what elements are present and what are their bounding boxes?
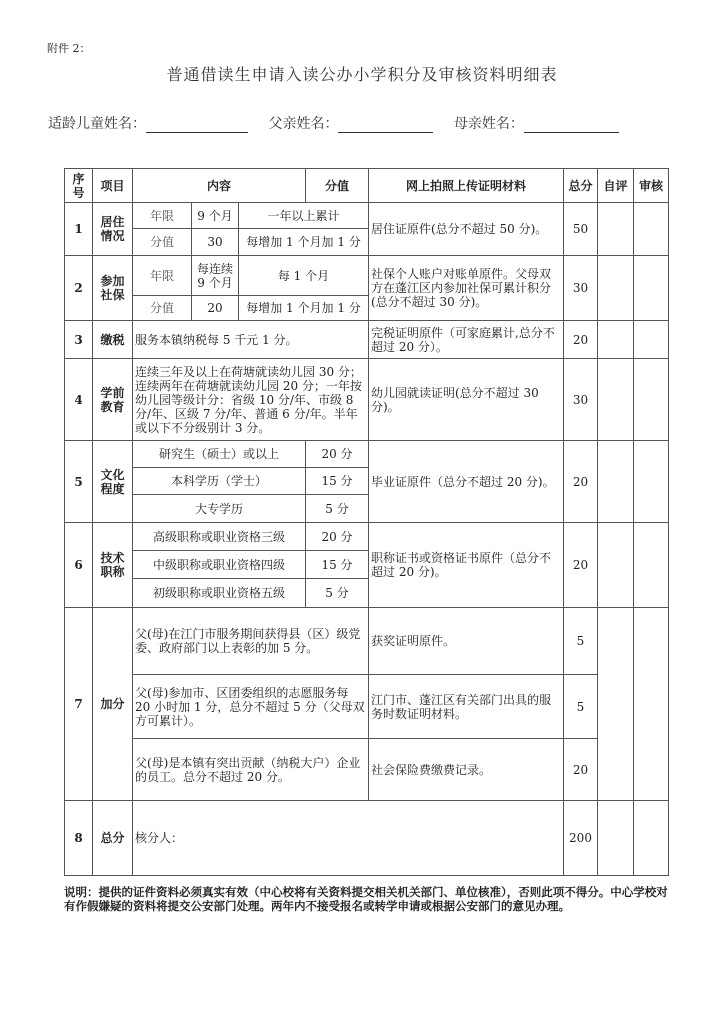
footnote: 说明：提供的证件资料必须真实有效（中心校将有关资料提交相关机关部门、单位核准），否则此项不得分。中心学校对有作假嫌疑的资料将提交公安部门处理。两年内不接受报名或转学申请或根据公安部门的意见办理。 bbox=[64, 885, 668, 913]
header-item: 项目 bbox=[93, 169, 133, 203]
self-eval-cell[interactable] bbox=[598, 523, 634, 608]
row-item: 总分 bbox=[93, 801, 133, 876]
father-name-label: 父亲姓名： bbox=[268, 116, 339, 132]
level-score: 15 分 bbox=[306, 551, 369, 579]
bonus-proof: 江门市、蓬江区有关部门出具的服务时数证明材料。 bbox=[369, 675, 564, 739]
sub-desc: 一年以上累计 bbox=[239, 203, 369, 229]
self-eval-cell[interactable] bbox=[598, 321, 634, 359]
row-no: 4 bbox=[65, 359, 93, 441]
table-subrow bbox=[65, 739, 669, 801]
row-item: 加分 bbox=[93, 608, 133, 801]
page-title: 普通借读生申请入读公办小学积分及审核资料明细表 bbox=[166, 65, 558, 84]
name-fields bbox=[48, 113, 633, 133]
self-eval-cell[interactable] bbox=[598, 359, 634, 441]
row-proof: 职称证书或资格证书原件（总分不超过 20 分)。 bbox=[369, 523, 564, 608]
row-item: 居住情况 bbox=[93, 203, 133, 256]
header-no: 序号 bbox=[65, 169, 93, 203]
level-label: 初级职称或职业资格五级 bbox=[133, 579, 306, 608]
sub-label: 年限 bbox=[133, 203, 192, 229]
row-content: 连续三年及以上在荷塘就读幼儿园 30 分；连续两年在荷塘就读幼儿园 20 分；一年按幼儿园等级计分：省级 10 分/年、市级 8 分/年、区级 7 分/年、普通 6 分/年。半年或以下不分级别计 3 分。 bbox=[133, 359, 369, 441]
scorer-field[interactable]: 核分人： bbox=[133, 801, 564, 876]
bonus-total: 5 bbox=[564, 608, 598, 675]
header-content: 内容 bbox=[133, 169, 306, 203]
row-content: 服务本镇纳税每 5 千元 1 分。 bbox=[133, 321, 369, 359]
row-total: 50 bbox=[564, 203, 598, 256]
row-total: 30 bbox=[564, 359, 598, 441]
sub-value: 9 个月 bbox=[192, 203, 239, 229]
sub-value: 30 bbox=[192, 229, 239, 256]
row-proof: 幼儿园就读证明(总分不超过 30 分)。 bbox=[369, 359, 564, 441]
sub-desc: 每增加 1 个月加 1 分 bbox=[239, 296, 369, 321]
sub-label: 年限 bbox=[133, 256, 192, 296]
row-no: 3 bbox=[65, 321, 93, 359]
sub-value: 20 bbox=[192, 296, 239, 321]
table-row bbox=[65, 203, 669, 229]
table-row bbox=[65, 359, 669, 441]
father-name-field[interactable] bbox=[338, 118, 433, 133]
table-row bbox=[65, 801, 669, 876]
row-proof: 居住证原件(总分不超过 50 分)。 bbox=[369, 203, 564, 256]
level-label: 中级职称或职业资格四级 bbox=[133, 551, 306, 579]
row-no: 7 bbox=[65, 608, 93, 801]
row-item: 学前教育 bbox=[93, 359, 133, 441]
level-label: 大专学历 bbox=[133, 495, 306, 523]
sub-label: 分值 bbox=[133, 296, 192, 321]
level-score: 20 分 bbox=[306, 523, 369, 551]
header-review: 审核 bbox=[634, 169, 669, 203]
sub-value: 每连续 9 个月 bbox=[192, 256, 239, 296]
row-no: 8 bbox=[65, 801, 93, 876]
self-eval-cell[interactable] bbox=[598, 203, 634, 256]
header-self-eval: 自评 bbox=[598, 169, 634, 203]
bonus-content: 父(母)参加市、区团委组织的志愿服务每 20 小时加 1 分，总分不超过 5 分（父母双方可累计）。 bbox=[133, 675, 369, 739]
row-proof: 毕业证原件（总分不超过 20 分)。 bbox=[369, 441, 564, 523]
level-score: 15 分 bbox=[306, 468, 369, 495]
header-score-value: 分值 bbox=[306, 169, 369, 203]
row-total: 20 bbox=[564, 441, 598, 523]
review-cell[interactable] bbox=[634, 321, 669, 359]
row-total: 20 bbox=[564, 321, 598, 359]
level-score: 5 分 bbox=[306, 495, 369, 523]
table-row bbox=[65, 441, 669, 468]
row-item: 缴税 bbox=[93, 321, 133, 359]
bonus-total: 20 bbox=[564, 739, 598, 801]
attachment-label: 附件 2： bbox=[47, 42, 91, 55]
self-eval-cell[interactable] bbox=[598, 441, 634, 523]
self-eval-cell[interactable] bbox=[598, 608, 634, 801]
row-total: 30 bbox=[564, 256, 598, 321]
review-cell[interactable] bbox=[634, 256, 669, 321]
sub-label: 分值 bbox=[133, 229, 192, 256]
review-cell[interactable] bbox=[634, 359, 669, 441]
mother-name-label: 母亲姓名： bbox=[453, 116, 524, 132]
sub-desc: 每增加 1 个月加 1 分 bbox=[239, 229, 369, 256]
score-table bbox=[64, 168, 669, 876]
bonus-content: 父(母)在江门市服务期间获得县（区）级党委、政府部门以上表彰的加 5 分。 bbox=[133, 608, 369, 675]
row-no: 6 bbox=[65, 523, 93, 608]
row-proof: 社保个人账户对账单原件。父母双方在蓬江区内参加社保可累计积分(总分不超过 30 分)。 bbox=[369, 256, 564, 321]
header-total: 总分 bbox=[564, 169, 598, 203]
bonus-total: 5 bbox=[564, 675, 598, 739]
row-item: 文化程度 bbox=[93, 441, 133, 523]
review-cell[interactable] bbox=[634, 523, 669, 608]
row-item: 参加社保 bbox=[93, 256, 133, 321]
bonus-content: 父(母)是本镇有突出贡献（纳税大户）企业的员工。总分不超过 20 分。 bbox=[133, 739, 369, 801]
table-row bbox=[65, 321, 669, 359]
review-cell[interactable] bbox=[634, 441, 669, 523]
row-no: 2 bbox=[65, 256, 93, 321]
review-cell[interactable] bbox=[634, 801, 669, 876]
row-total: 200 bbox=[564, 801, 598, 876]
bonus-proof: 获奖证明原件。 bbox=[369, 608, 564, 675]
row-no: 1 bbox=[65, 203, 93, 256]
header-row bbox=[65, 169, 669, 203]
level-score: 20 分 bbox=[306, 441, 369, 468]
table-subrow bbox=[65, 675, 669, 739]
row-proof: 完税证明原件（可家庭累计,总分不超过 20 分）。 bbox=[369, 321, 564, 359]
row-no: 5 bbox=[65, 441, 93, 523]
bonus-proof: 社会保险费缴费记录。 bbox=[369, 739, 564, 801]
table-row bbox=[65, 608, 669, 675]
row-item: 技术职称 bbox=[93, 523, 133, 608]
self-eval-cell[interactable] bbox=[598, 801, 634, 876]
level-score: 5 分 bbox=[306, 579, 369, 608]
table-row bbox=[65, 256, 669, 296]
level-label: 高级职称或职业资格三级 bbox=[133, 523, 306, 551]
child-name-label: 适龄儿童姓名： bbox=[48, 116, 146, 132]
row-total: 20 bbox=[564, 523, 598, 608]
level-label: 研究生（硕士）或以上 bbox=[133, 441, 306, 468]
sub-desc: 每 1 个月 bbox=[239, 256, 369, 296]
review-cell[interactable] bbox=[634, 203, 669, 256]
review-cell[interactable] bbox=[634, 608, 669, 801]
level-label: 本科学历（学士） bbox=[133, 468, 306, 495]
table-row bbox=[65, 523, 669, 551]
self-eval-cell[interactable] bbox=[598, 256, 634, 321]
child-name-field[interactable] bbox=[146, 118, 248, 133]
header-proof: 网上拍照上传证明材料 bbox=[369, 169, 564, 203]
mother-name-field[interactable] bbox=[524, 118, 619, 133]
